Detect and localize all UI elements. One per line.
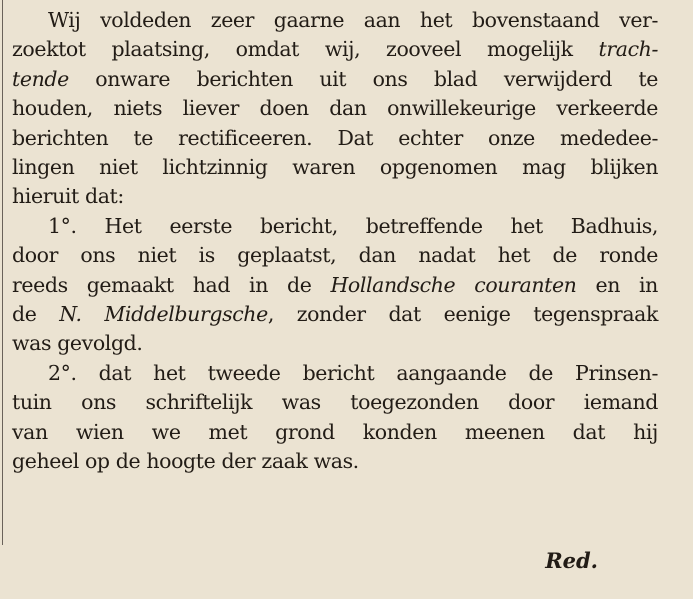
text-line	[12, 65, 658, 94]
text-line	[12, 271, 658, 300]
text-segment: Wij voldeden zeer gaarne aan het bovenstaand ver-	[48, 8, 658, 32]
text-line	[12, 35, 658, 64]
text-segment: , zonder dat eenige tegenspraak	[267, 302, 658, 327]
text-line	[12, 182, 658, 211]
text-segment: was gevolgd.	[12, 331, 143, 356]
text-segment: onware berichten uit ons blad verwijderd te	[68, 66, 658, 91]
text-segment: reeds gemaakt had in de	[12, 272, 331, 297]
italic-segment: Hollandsche couranten	[330, 272, 577, 297]
text-line	[12, 300, 658, 329]
text-line	[12, 359, 658, 388]
text-segment: 2°. dat het tweede bericht aangaande de Prinsen-	[48, 360, 658, 385]
text-segment: hieruit dat:	[12, 184, 124, 209]
text-line	[12, 447, 658, 476]
text-line	[12, 6, 658, 35]
text-line	[12, 329, 658, 358]
text-segment: en in	[576, 272, 658, 297]
italic-segment: trach-	[598, 37, 658, 62]
text-segment: houden, niets liever doen dan onwillekeurige verkeerde	[12, 96, 658, 121]
text-line	[12, 241, 658, 270]
text-line	[12, 388, 658, 417]
text-line	[12, 153, 658, 182]
text-segment: berichten te rectificeeren. Dat echter onze mededee-	[12, 125, 658, 150]
column-rule	[2, 0, 3, 545]
signature: Red.	[545, 548, 598, 573]
text-segment: van wien we met grond konden meenen dat hij	[12, 419, 658, 444]
italic-segment: tende	[12, 66, 69, 91]
text-line	[12, 212, 658, 241]
text-segment: lingen niet lichtzinnig waren opgenomen mag blijken	[12, 155, 658, 180]
text-segment: 1°. Het eerste bericht, betreffende het Badhuis,	[48, 213, 658, 238]
text-segment: door ons niet is geplaatst, dan nadat het de ronde	[12, 243, 658, 268]
text-line	[12, 94, 658, 123]
text-line	[12, 124, 658, 153]
text-segment: tuin ons schriftelijk was toegezonden door iemand	[12, 390, 658, 415]
text-segment: de	[12, 302, 60, 327]
article-body	[12, 6, 658, 477]
text-segment: zoektot plaatsing, omdat wij, zooveel mogelijk	[12, 37, 599, 62]
italic-segment: N. Middelburgsche	[59, 302, 268, 327]
text-line	[12, 418, 658, 447]
text-segment: geheel op de hoogte der zaak was.	[12, 449, 359, 474]
